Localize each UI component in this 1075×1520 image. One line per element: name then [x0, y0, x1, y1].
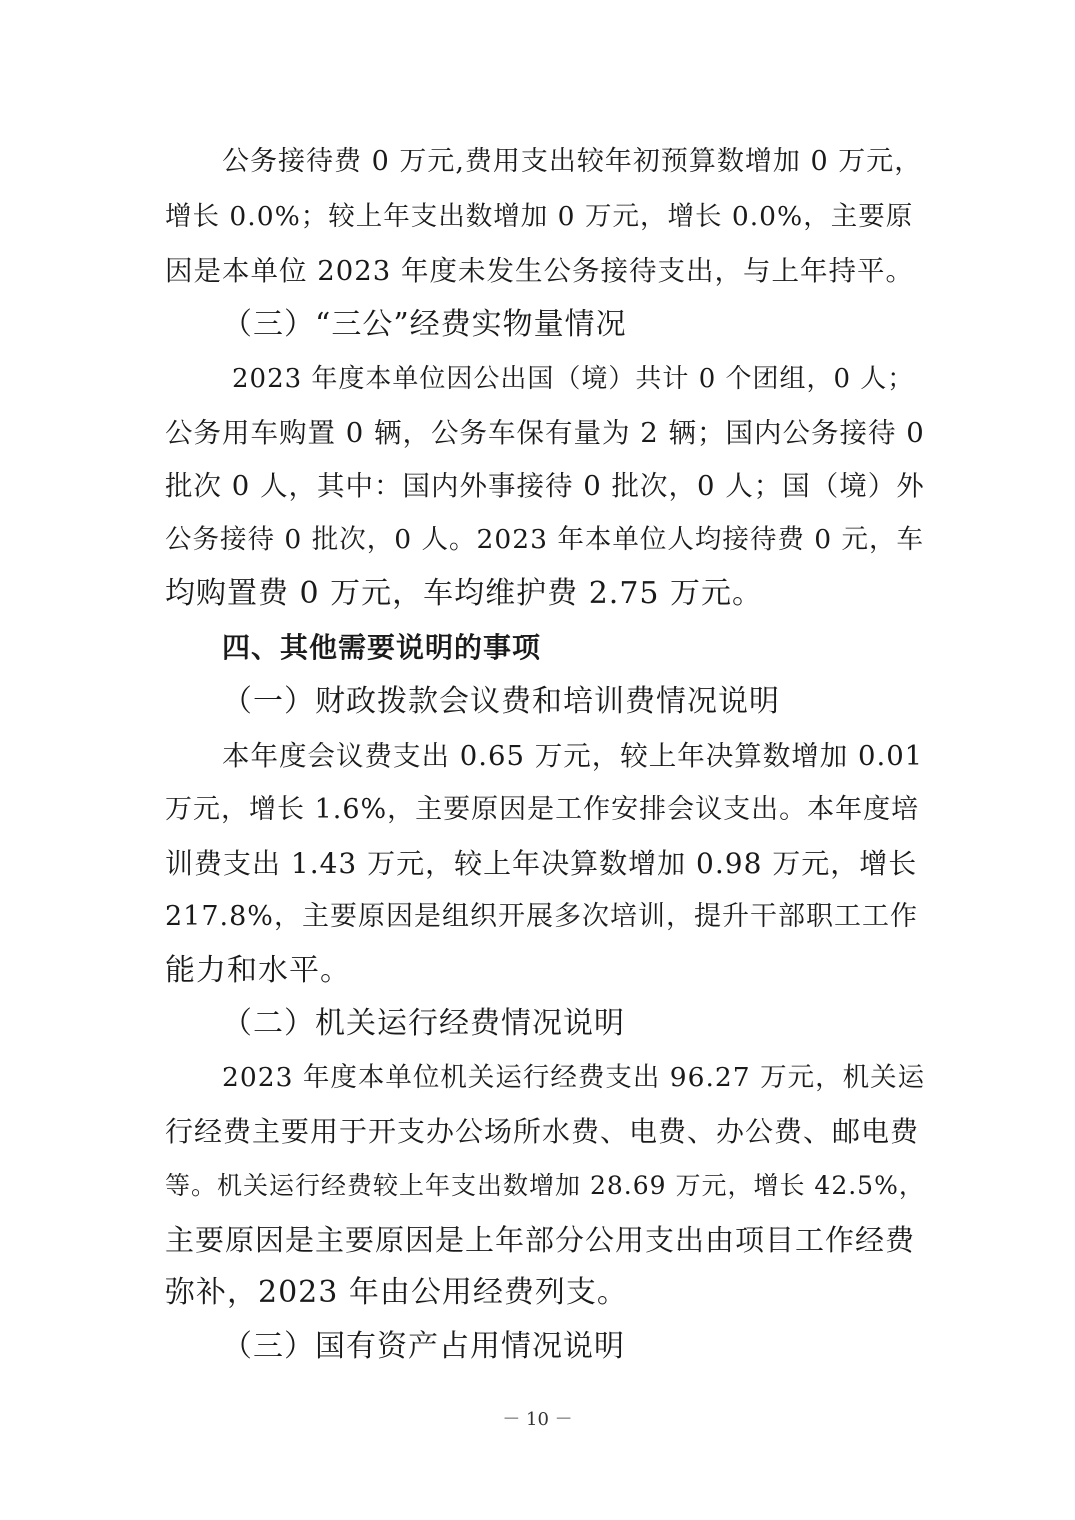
- paragraph-line: 因是本单位 2023 年度未发生公务接待支出，与上年持平。: [165, 255, 914, 287]
- section-subheading: （三）国有资产占用情况说明: [222, 1329, 625, 1364]
- paragraph-line: 公务接待费 0 万元,费用支出较年初预算数增加 0 万元，: [222, 146, 923, 177]
- paragraph-line: 本年度会议费支出 0.65 万元，较上年决算数增加 0.01: [222, 740, 924, 772]
- paragraph-line: 公务接待 0 批次，0 人。2023 年本单位人均接待费 0 元，车: [165, 524, 925, 555]
- paragraph-line: 增长 0.0%；较上年支出数增加 0 万元，增长 0.0%，主要原: [165, 201, 914, 232]
- paragraph-line: 万元，增长 1.6%，主要原因是工作安排会议支出。本年度培: [165, 794, 920, 825]
- section-subheading: （一）财政拨款会议费和培训费情况说明: [222, 684, 780, 719]
- paragraph-line: 等。机关运行经费较上年支出数增加 28.69 万元，增长 42.5%，: [165, 1171, 925, 1200]
- paragraph-line: 训费支出 1.43 万元，较上年决算数增加 0.98 万元，增长: [165, 847, 918, 880]
- paragraph-line: 公务用车购置 0 辆，公务车保有量为 2 辆；国内公务接待 0: [165, 417, 925, 449]
- paragraph-line: 弥补，2023 年由公用经费列支。: [165, 1275, 628, 1310]
- paragraph-line: 均购置费 0 万元，车均维护费 2.75 万元。: [165, 576, 764, 611]
- paragraph-line: 主要原因是主要原因是上年部分公用支出由项目工作经费: [165, 1223, 916, 1257]
- paragraph-line: 批次 0 人，其中：国内外事接待 0 批次，0 人；国（境）外: [165, 470, 925, 502]
- page-number: － 10 －: [502, 1409, 573, 1430]
- section-subheading: （二）机关运行经费情况说明: [222, 1006, 625, 1041]
- paragraph-line: 217.8%，主要原因是组织开展多次培训，提升干部职工工作: [165, 901, 918, 932]
- section-subheading: （三）“三公”经费实物量情况: [222, 307, 627, 342]
- section-heading: 四、其他需要说明的事项: [222, 631, 542, 664]
- paragraph-line: 2023 年度本单位因公出国（境）共计 0 个团组，0 人；: [232, 364, 915, 394]
- paragraph-line: 行经费主要用于开支办公场所水费、电费、办公费、邮电费: [165, 1115, 920, 1148]
- paragraph-line: 2023 年度本单位机关运行经费支出 96.27 万元，机关运: [222, 1062, 926, 1093]
- paragraph-line: 能力和水平。: [165, 953, 351, 988]
